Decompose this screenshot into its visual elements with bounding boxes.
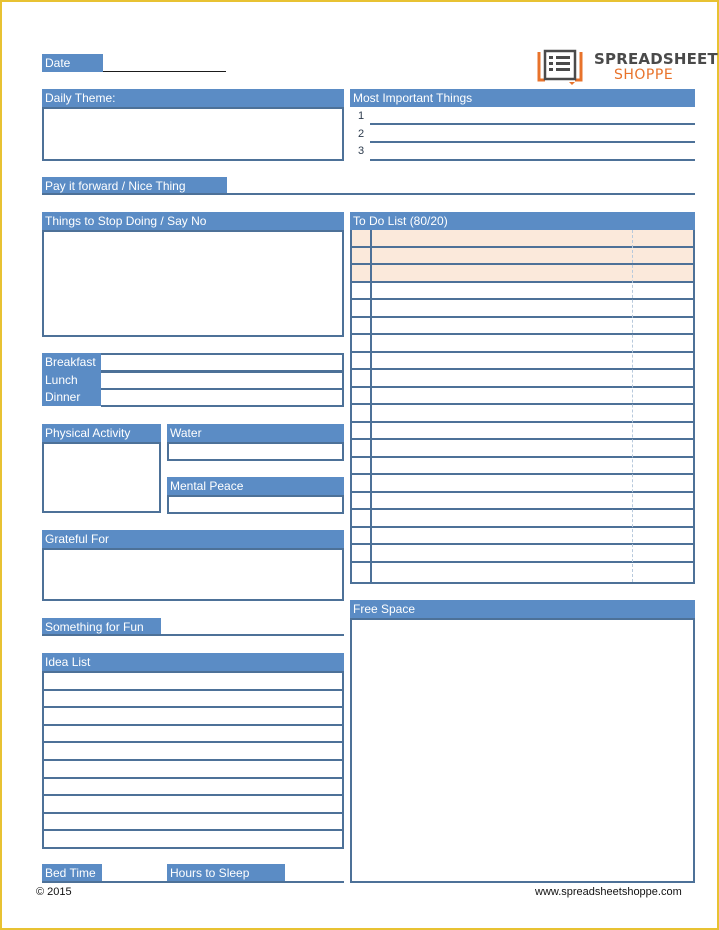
todo-row[interactable] [352,423,693,441]
todo-row[interactable] [352,475,693,493]
todo-row[interactable] [352,335,693,353]
date-field[interactable] [103,71,226,72]
todo-row[interactable] [352,283,693,301]
mental-peace-box[interactable] [167,495,344,514]
grateful-box[interactable] [42,548,344,601]
pay-it-forward-line[interactable] [42,193,695,195]
most-important-number: 2 [358,128,365,140]
most-important-line[interactable] [370,141,695,143]
something-fun-line[interactable] [42,634,344,636]
todo-row[interactable] [352,563,693,581]
todo-row[interactable] [352,248,693,266]
todo-row[interactable] [352,370,693,388]
idea-row[interactable] [44,724,342,726]
free-space-box[interactable] [350,618,695,883]
todo-row[interactable] [352,493,693,511]
dinner-field[interactable] [101,388,344,407]
daily-theme-header: Daily Theme: [42,89,344,107]
todo-row[interactable] [352,545,693,563]
copyright-text: © 2015 [36,886,72,898]
todo-row[interactable] [352,405,693,423]
todo-list-box[interactable] [350,230,695,584]
idea-row[interactable] [44,829,342,831]
bed-time-label: Bed Time [42,864,102,882]
grateful-header: Grateful For [42,530,344,548]
idea-row[interactable] [44,759,342,761]
todo-row[interactable] [352,353,693,371]
todo-row[interactable] [352,300,693,318]
logo-text-line1: SPREADSHEET [594,50,718,68]
hours-sleep-label: Hours to Sleep [167,864,285,882]
stop-doing-box[interactable] [42,230,344,337]
breakfast-label: Breakfast [42,353,103,371]
idea-list-box[interactable] [42,671,344,849]
lunch-label: Lunch [42,371,103,389]
logo-text-line2: SHOPPE [614,67,674,83]
spreadsheet-shoppe-logo-icon [535,46,585,86]
water-box[interactable] [167,442,344,461]
most-important-line[interactable] [370,123,695,125]
something-fun-header: Something for Fun [42,618,161,636]
mental-peace-header: Mental Peace [167,477,344,495]
todo-row[interactable] [352,440,693,458]
todo-row[interactable] [352,318,693,336]
todo-row[interactable] [352,510,693,528]
todo-row[interactable] [352,230,693,248]
bed-time-line[interactable] [42,881,344,883]
date-label: Date [42,54,103,72]
pay-it-forward-header: Pay it forward / Nice Thing [42,177,227,195]
idea-row[interactable] [44,689,342,691]
free-space-header: Free Space [350,600,695,618]
water-header: Water [167,424,344,442]
todo-priority-divider [632,230,633,582]
most-important-number: 3 [358,145,365,157]
footer-url: www.spreadsheetshoppe.com [535,886,682,898]
todo-row[interactable] [352,265,693,283]
todo-row[interactable] [352,528,693,546]
todo-row[interactable] [352,388,693,406]
idea-row[interactable] [44,706,342,708]
stop-doing-header: Things to Stop Doing / Say No [42,212,344,230]
physical-activity-header: Physical Activity [42,424,161,442]
idea-row[interactable] [44,777,342,779]
breakfast-field[interactable] [101,353,344,372]
daily-theme-box[interactable] [42,107,344,161]
idea-row[interactable] [44,671,342,673]
most-important-line[interactable] [370,159,695,161]
physical-activity-box[interactable] [42,442,161,513]
dinner-label: Dinner [42,388,103,406]
todo-header: To Do List (80/20) [350,212,695,230]
idea-row[interactable] [44,794,342,796]
idea-row[interactable] [44,812,342,814]
todo-row[interactable] [352,458,693,476]
most-important-header: Most Important Things [350,89,695,107]
todo-checkbox-column-divider [370,230,372,582]
idea-row[interactable] [44,741,342,743]
idea-list-header: Idea List [42,653,344,671]
most-important-number: 1 [358,110,365,122]
